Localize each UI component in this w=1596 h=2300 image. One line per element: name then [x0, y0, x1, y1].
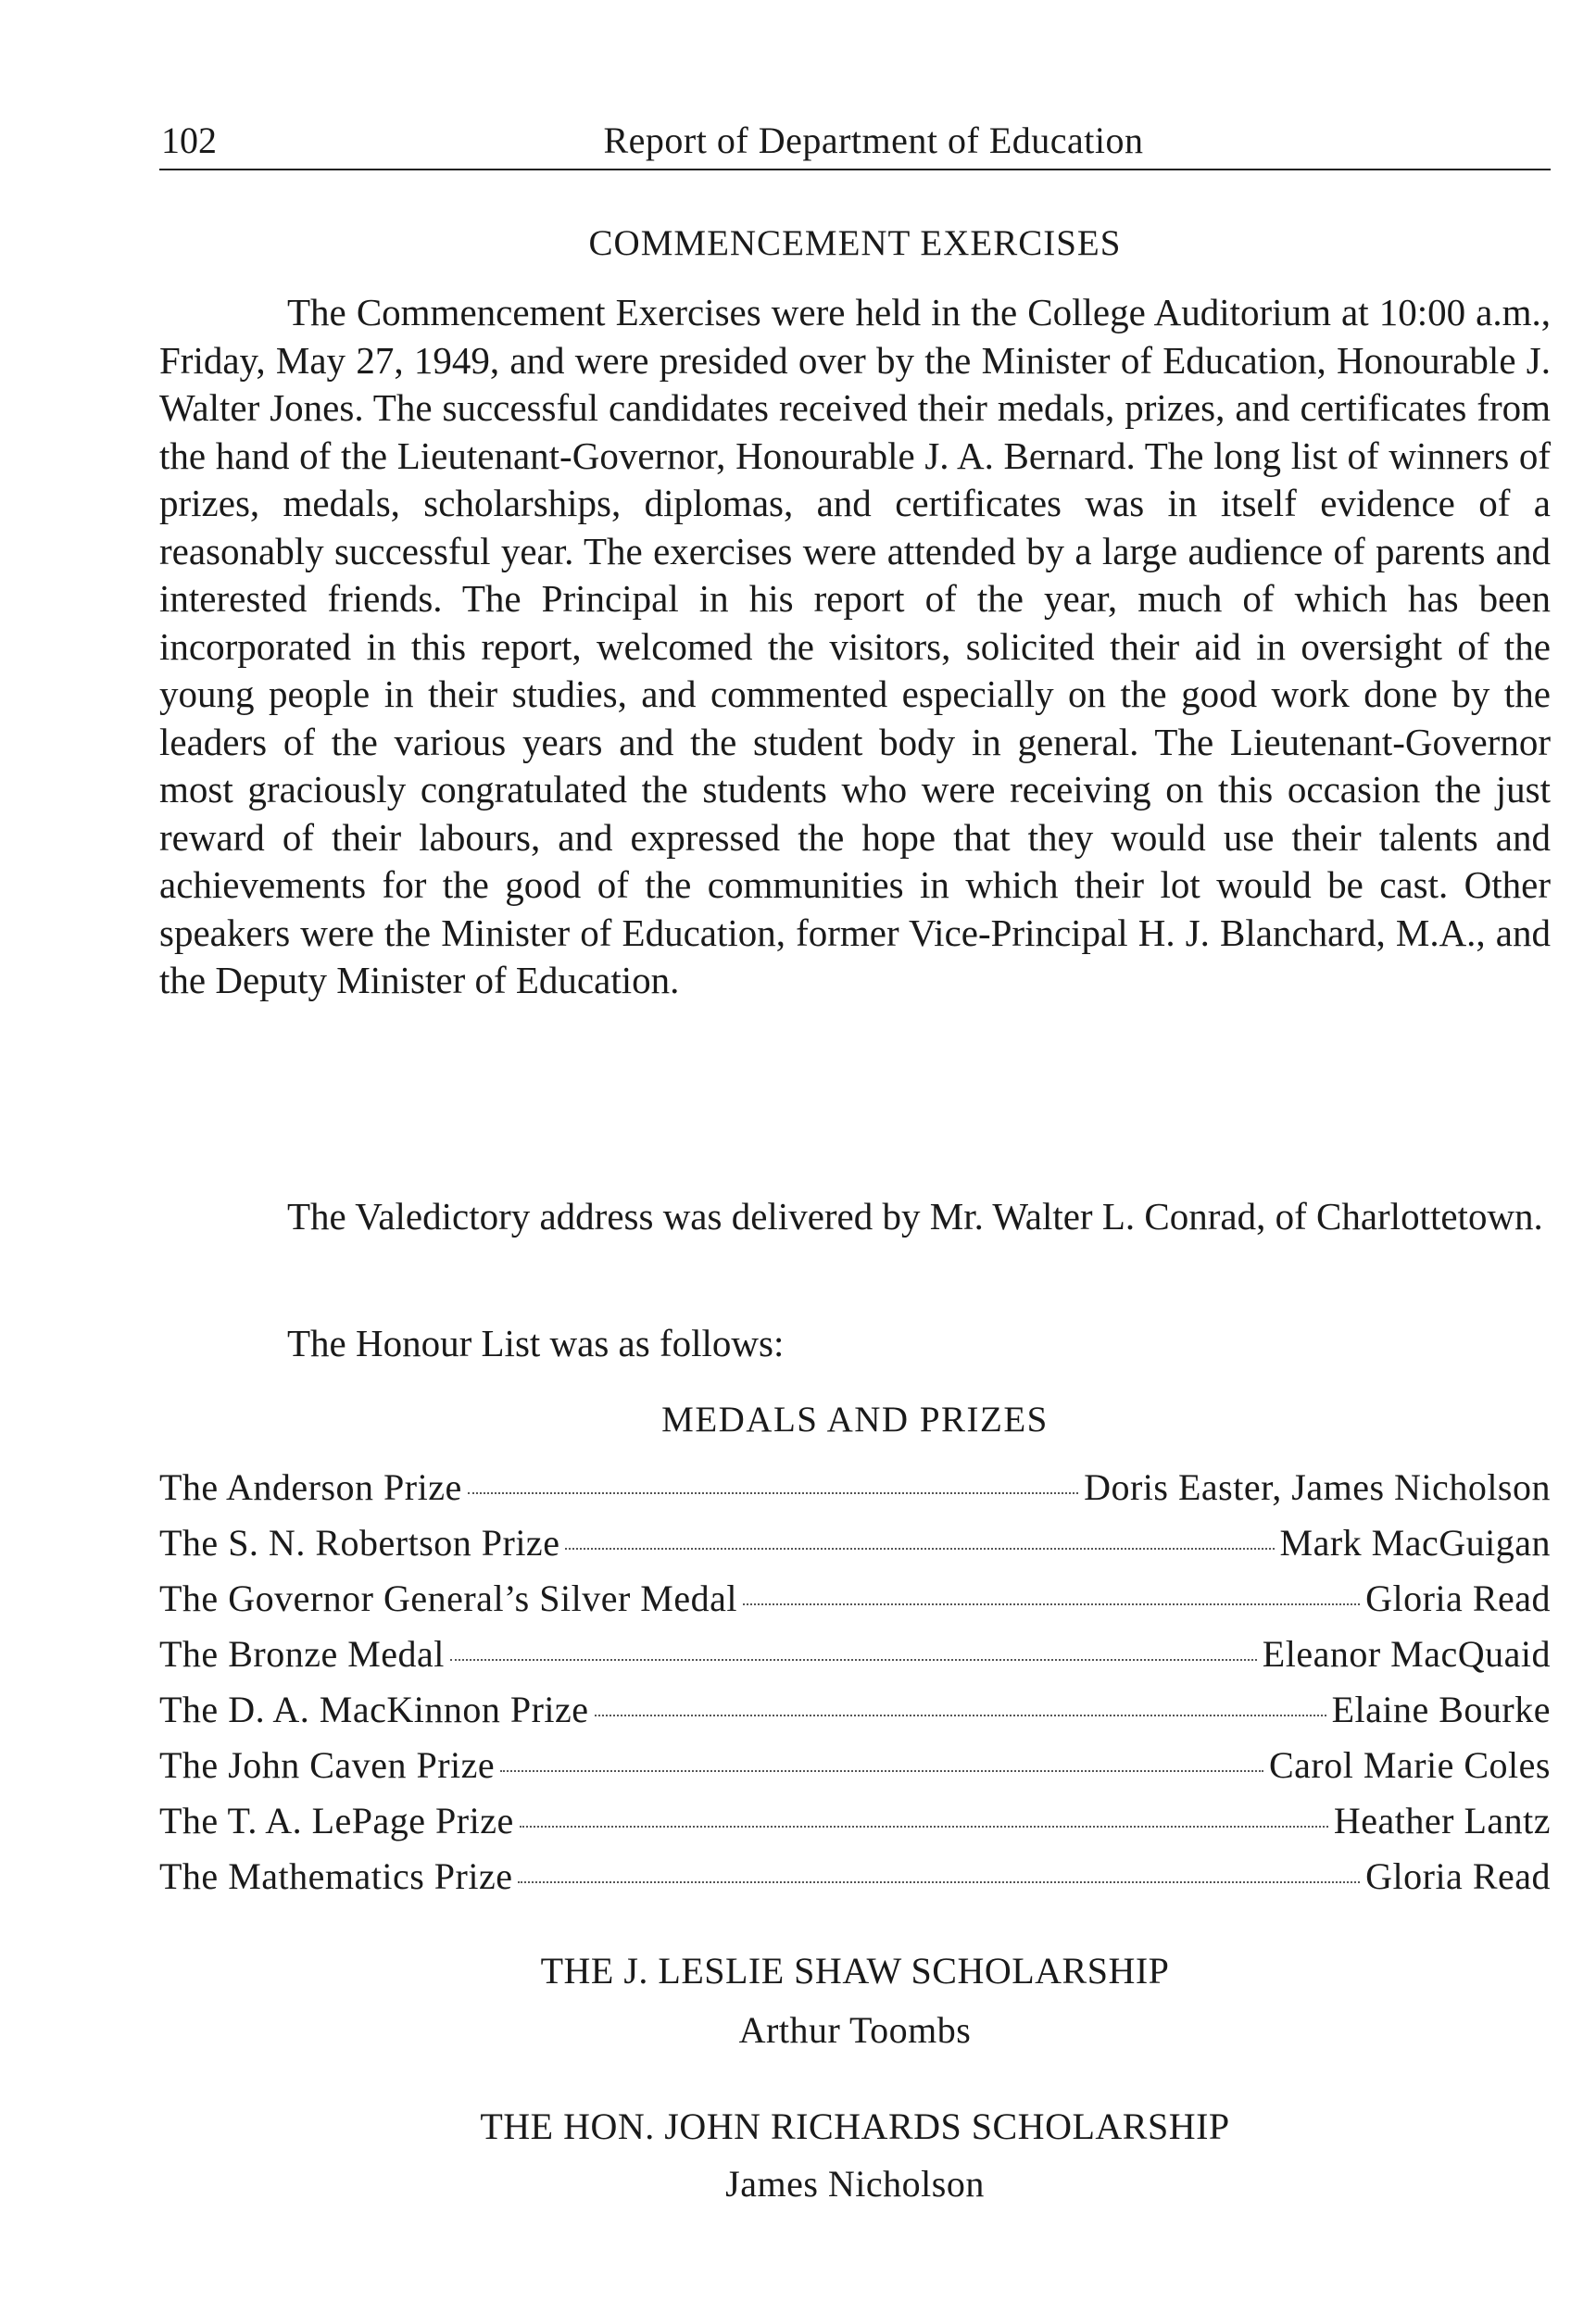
dot-leader [595, 1715, 1326, 1716]
prize-winner: Carol Marie Coles [1269, 1744, 1551, 1786]
prize-name: The Governor General’s Silver Medal [159, 1577, 737, 1619]
dot-leader [500, 1770, 1263, 1772]
medals-and-prizes-heading: MEDALS AND PRIZES [661, 1400, 1049, 1439]
richards-scholarship-heading: THE HON. JOHN RICHARDS SCHOLARSHIP [480, 2105, 1230, 2147]
prize-winner: Heather Lantz [1333, 1800, 1551, 1841]
dot-leader [450, 1659, 1257, 1661]
prize-winner: Eleanor MacQuaid [1262, 1633, 1551, 1675]
dot-leader [743, 1603, 1360, 1605]
medals-and-prizes-list [159, 1465, 1551, 1910]
prize-winner: Mark MacGuigan [1279, 1522, 1551, 1564]
commencement-paragraph: The Commencement Exercises were held in the College Auditorium at 10:00 a.m., Friday, May 27, 1949, and were presided over by the Minister of Education, Honourable J. Walter Jones. The successful candidates received their medals, prizes, and certificates from the hand of the Lieutenant-Governor, Honourable J. A. Bernard. The long list of winners of prizes, medals, scholarships, diplomas, and certificates was in itself evidence of a reasonably successful year. The exercises were attended by a large audience of parents and interested friends. The Principal in his report of the year, much of which has been incorporated in this report, welcomed the visitors, solicited their aid in oversight of the young people in their studies, and commented especially on the good work done by the leaders of the various years and the student body in general. The Lieutenant-Governor most graciously congratulated the students who were receiving on this occasion the just reward of their labours, and expressed the hope that they would use their talents and achievements for the good of the communities in which their lot would be cast. Other speakers were the Minister of Education, former Vice-Principal H. J. Blanchard, M.A., and the Deputy Minister of Education. [159, 291, 1551, 1001]
prize-name: The John Caven Prize [159, 1744, 496, 1786]
dot-leader [565, 1548, 1274, 1550]
honour-row [159, 1799, 1551, 1854]
section-title: COMMENCEMENT EXERCISES [588, 223, 1122, 263]
shaw-scholarship-heading: THE J. LESLIE SHAW SCHOLARSHIP [540, 1950, 1170, 1992]
running-title: Report of Department of Education [603, 119, 1144, 161]
honour-row [159, 1743, 1551, 1799]
richards-scholarship-recipient: James Nicholson [725, 2163, 985, 2205]
page-number: 102 [161, 119, 217, 161]
honour-row [159, 1577, 1551, 1632]
honour-row [159, 1465, 1551, 1521]
valedictory-paragraph: The Valedictory address was delivered by Mr. Walter L. Conrad, of Charlottetown. [287, 1195, 1543, 1238]
running-header [159, 113, 1551, 170]
prize-winner: Doris Easter, James Nicholson [1084, 1466, 1551, 1508]
honour-list-intro: The Honour List was as follows: [287, 1322, 785, 1364]
prize-winner: Gloria Read [1365, 1855, 1551, 1897]
prize-name: The Anderson Prize [159, 1466, 462, 1508]
dot-leader [468, 1492, 1078, 1494]
prize-name: The T. A. LePage Prize [159, 1800, 514, 1841]
dot-leader [518, 1881, 1360, 1883]
prize-name: The S. N. Robertson Prize [159, 1522, 560, 1564]
honour-row [159, 1521, 1551, 1577]
prize-name: The Mathematics Prize [159, 1855, 513, 1897]
prize-winner: Gloria Read [1365, 1577, 1551, 1619]
prize-name: The D. A. MacKinnon Prize [159, 1689, 589, 1730]
prize-name: The Bronze Medal [159, 1633, 445, 1675]
honour-row [159, 1854, 1551, 1910]
dot-leader [520, 1826, 1328, 1828]
honour-row [159, 1632, 1551, 1688]
honour-row [159, 1688, 1551, 1743]
prize-winner: Elaine Bourke [1331, 1689, 1551, 1730]
shaw-scholarship-recipient: Arthur Toombs [738, 2009, 972, 2051]
